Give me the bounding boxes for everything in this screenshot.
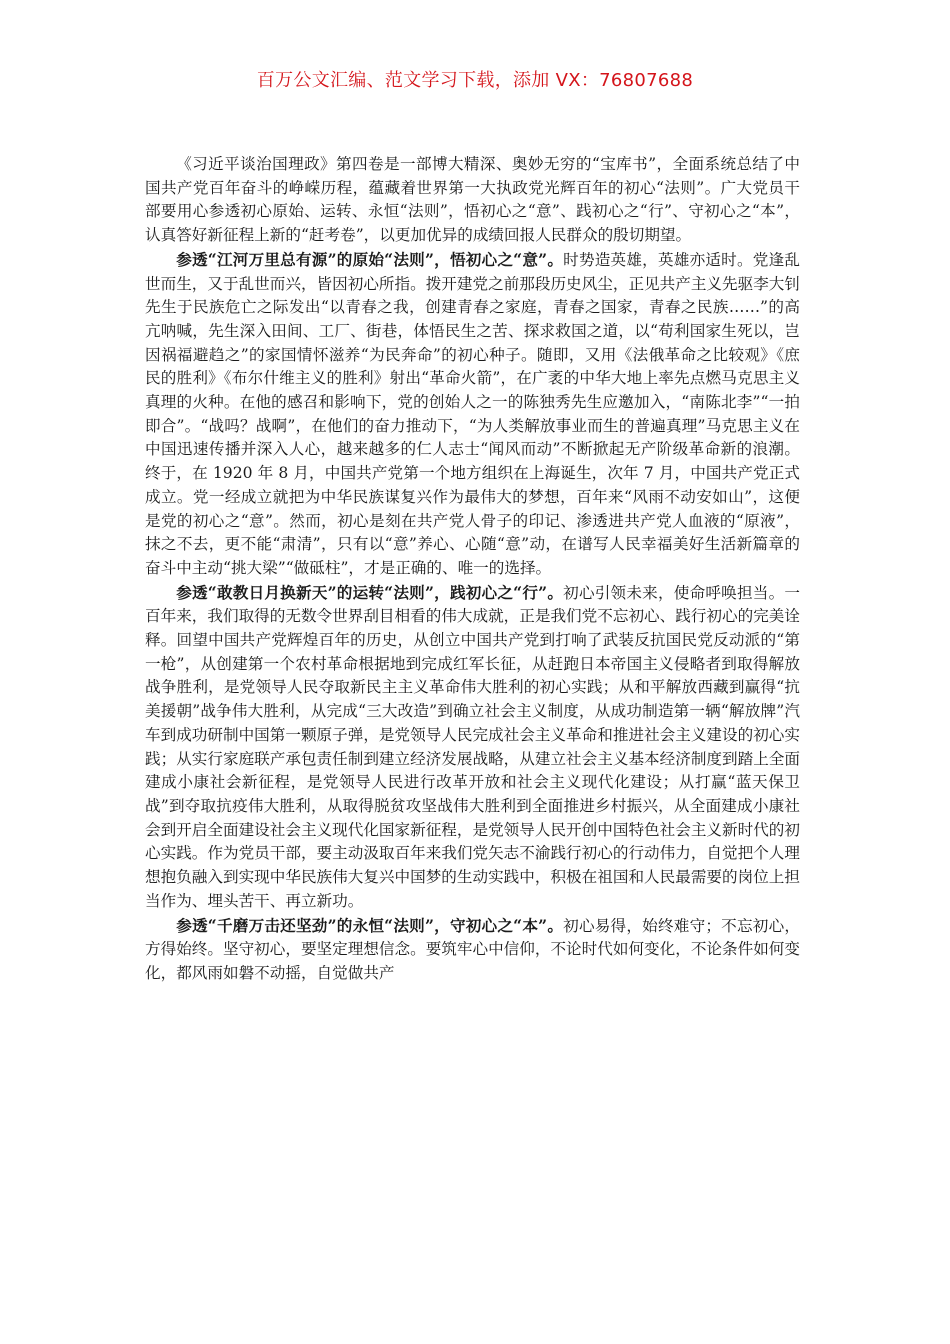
document-body xyxy=(145,153,800,986)
paragraph-persistence xyxy=(145,914,800,986)
paragraph-text: 初心易得，始终难守；不忘初心，方得始终。坚守初心，要坚定理想信念。要筑牢心中信仰，不论时代如何变化，不论条件如何变化，都风雨如磐不动摇，自觉做共产 xyxy=(145,916,800,982)
paragraph-text: 初心引领未来，使命呼唤担当。一百年来，我们取得的无数令世界刮目相看的伟大成就，正是我们党不忘初心、践行初心的完美诠释。回望中国共产党辉煌百年的历史，从创立中国共产党到打响了武装反抗国民党反动派的“第一枪”，从创建第一个农村革命根据地到完成红军长征，从赶跑日本帝国主义侵略者到取得解放战争胜利，是党领导人民夺取新民主主义革命伟大胜利的初心实践；从和平解放西藏到赢得“抗美援朝”战争伟大胜利，从完成“三大改造”到确立社会主义制度，从成功制造第一辆“解放牌”汽车到成功研制中国第一颗原子弹，是党领导人民完成社会主义革命和推进社会主义建设的初心实践；从实行家庭联产承包责任制到建立经济发展战略，从建立社会主义基本经济制度到踏上全面建成小康社会新征程，是党领导人民进行改革开放和社会主义现代化建设；从打赢“蓝天保卫战”到夺取抗疫伟大胜利，从取得脱贫攻坚战伟大胜利到全面推进乡村振兴，从全面建成小康社会到开启全面建设社会主义现代化国家新征程，是党领导人民开创中国特色社会主义新时代的初心实践。作为党员干部，要主动汲取百年来我们党矢志不渝践行初心的行动伟力，自觉把个人理想抱负融入到实现中华民族伟大复兴中国梦的生动实践中，积极在祖国和人民最需要的岗位上担当作为、埋头苦干、再立新功。 xyxy=(145,583,800,910)
watermark-header: 百万公文汇编、范文学习下载，添加 VX：76807688 xyxy=(256,70,694,91)
paragraph-text: 《习近平谈治国理政》第四卷是一部博大精深、奥妙无穷的“宝库书”，全面系统总结了中国共产党百年奋斗的峥嵘历程，蕴藏着世界第一大执政党光辉百年的初心“法则”。广大党员干部要用心参透初心原始、运转、永恒“法则”，悟初心之“意”、践初心之“行”、守初心之“本”，认真答好新征程上新的“赶考卷”，以更加优异的成绩回报人民群众的殷切期望。 xyxy=(145,155,800,245)
paragraph-lead: 参透“江河万里总有源”的原始“法则”，悟初心之“意”。 xyxy=(176,249,564,269)
paragraph-lead: 参透“敢教日月换新天”的运转“法则”，践初心之“行”。 xyxy=(176,582,564,602)
paragraph-text: 时势造英雄，英雄亦适时。党逢乱世而生，又于乱世而兴，皆因初心所指。拨开建党之前那段历史风尘，正见共产主义先驱李大钊先生于民族危亡之际发出“以青春之我，创建青春之家庭，青春之国家，青春之民族……”的高亢呐喊，先生深入田间、工厂、街巷，体悟民生之苦、探求救国之道，以“苟利国家生死以，岂因祸福避趋之”的家国情怀滋养“为民奔命”的初心种子。随即，又用《法俄革命之比较观》《庶民的胜利》《布尔什维主义的胜利》射出“革命火箭”，在广袤的中华大地上率先点燃马克思主义真理的火种。在他的感召和影响下，党的创始人之一的陈独秀先生应邀加入，“南陈北李”“一拍即合”。“战吗？战啊”，在他们的奋力推动下，“为人类解放事业而生的普遍真理”马克思主义在中国迅速传播并深入人心，越来越多的仁人志士“闻风而动”不断掀起无产阶级革命新的浪潮。终于，在 1920 年 8 月，中国共产党第一个地方组织在上海诞生，次年 7 月，中国共产党正式成立。党一经成立就把为中华民族谋复兴作为最伟大的梦想，百年来“风雨不动安如山”，这便是党的初心之“意”。然而，初心是刻在共产党人骨子的印记、渗透进共产党人血液的“原液”，抹之不去，更不能“肃清”，只有以“意”养心、心随“意”动，在谱写人民幸福美好生活新篇章的奋斗中主动“挑大梁”“做砥柱”，才是正确的、唯一的选择。 xyxy=(145,250,800,577)
paragraph-origin xyxy=(145,248,800,581)
paragraph-lead: 参透“千磨万击还坚劲”的永恒“法则”，守初心之“本”。 xyxy=(176,915,564,935)
paragraph-intro xyxy=(145,153,800,248)
paragraph-practice xyxy=(145,581,800,914)
